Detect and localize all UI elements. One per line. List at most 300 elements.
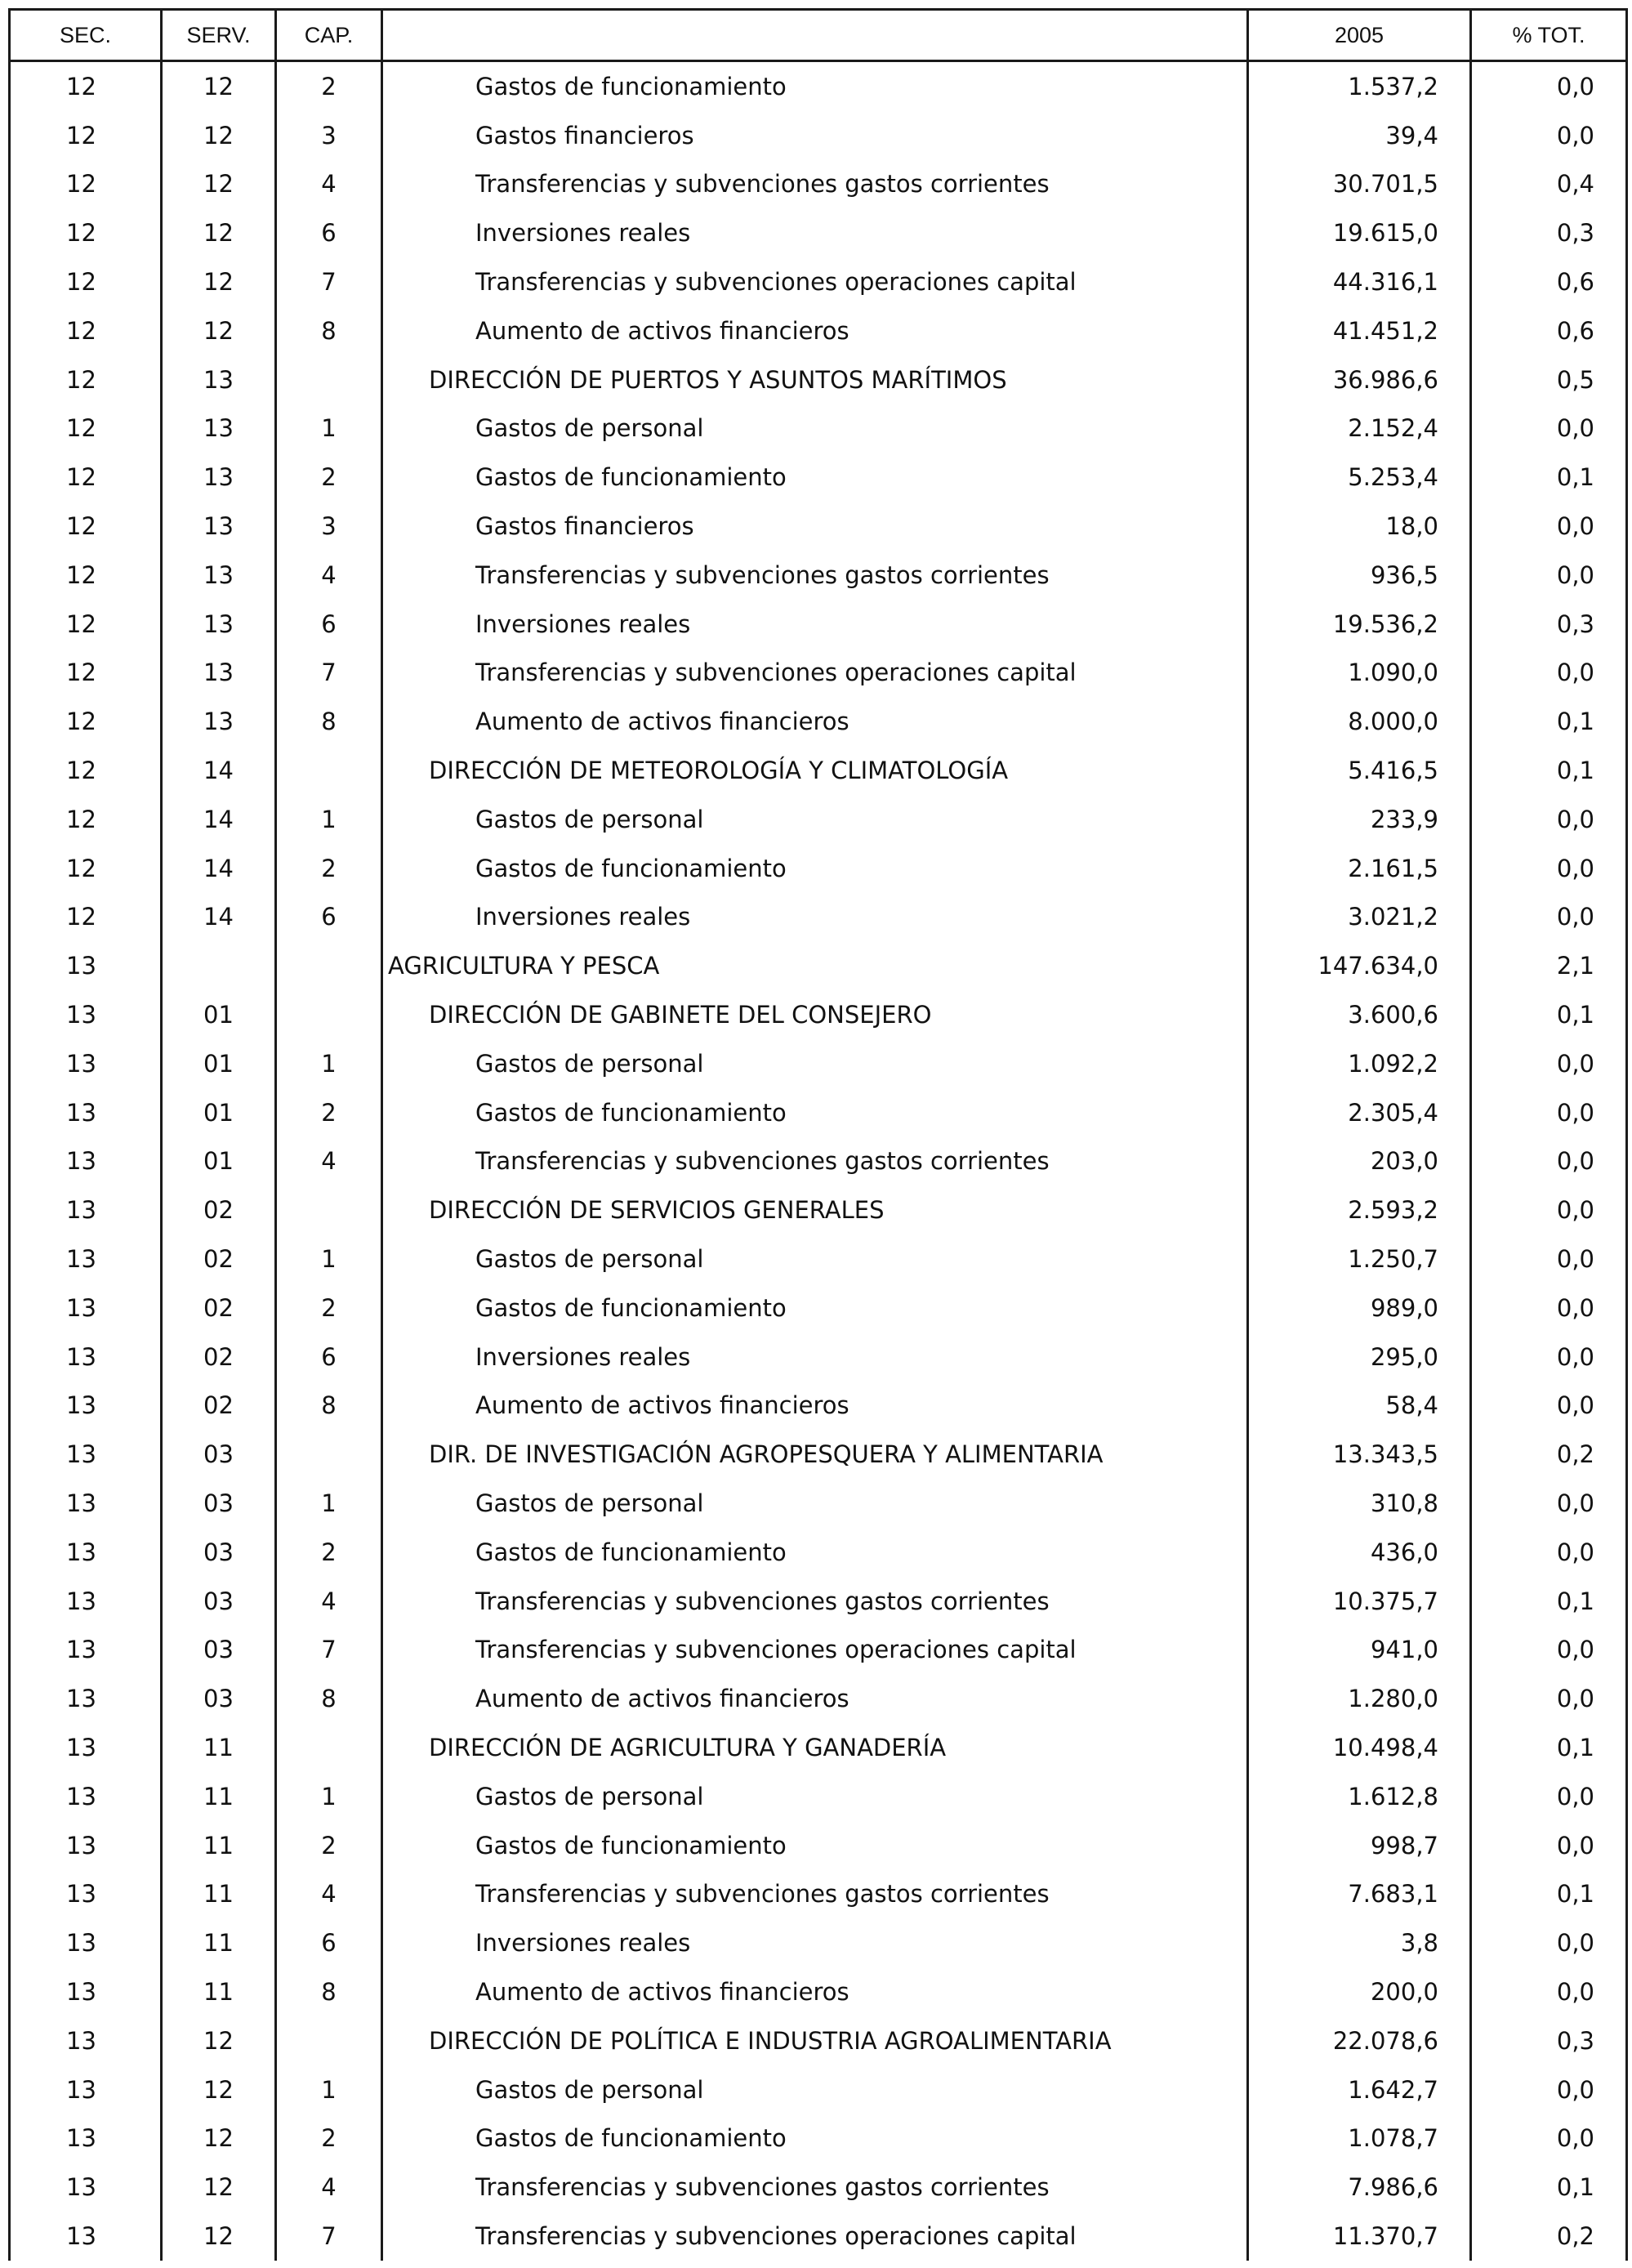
cell-description: Aumento de activos financieros	[382, 697, 1248, 746]
cell-amount-2005: 2.593,2	[1248, 1185, 1471, 1234]
cell-sec: 13	[10, 1234, 162, 1284]
cell-sec: 12	[10, 746, 162, 795]
cell-description: Inversiones reales	[382, 600, 1248, 649]
table-row	[10, 941, 1627, 990]
cell-sec: 12	[10, 649, 162, 698]
cell-amount-2005: 2.152,4	[1248, 404, 1471, 453]
table-row	[10, 61, 1627, 111]
cell-sec: 13	[10, 1333, 162, 1382]
cell-cap	[276, 1723, 382, 1772]
cell-sec: 13	[10, 1479, 162, 1528]
table-body	[10, 61, 1627, 2261]
cell-amount-2005: 1.250,7	[1248, 1234, 1471, 1284]
cell-sec: 13	[10, 1772, 162, 1821]
cell-sec: 13	[10, 1869, 162, 1918]
cell-description: Gastos de personal	[382, 1234, 1248, 1284]
cell-serv: 02	[162, 1185, 276, 1234]
cell-serv: 12	[162, 306, 276, 355]
cell-cap: 1	[276, 1234, 382, 1284]
cell-percent-total: 0,0	[1471, 1039, 1627, 1088]
cell-cap: 4	[276, 1869, 382, 1918]
header-description	[382, 10, 1248, 61]
cell-amount-2005: 1.078,7	[1248, 2114, 1471, 2163]
header-year: 2005	[1248, 10, 1471, 61]
cell-serv: 14	[162, 795, 276, 844]
cell-amount-2005: 1.642,7	[1248, 2065, 1471, 2114]
cell-serv: 13	[162, 697, 276, 746]
cell-amount-2005: 10.498,4	[1248, 1723, 1471, 1772]
cell-percent-total: 0,0	[1471, 404, 1627, 453]
cell-percent-total: 0,0	[1471, 1626, 1627, 1675]
cell-percent-total: 0,1	[1471, 1869, 1627, 1918]
cell-amount-2005: 3.600,6	[1248, 990, 1471, 1039]
header-serv: SERV.	[162, 10, 276, 61]
cell-amount-2005: 3,8	[1248, 1918, 1471, 1967]
table-row	[10, 600, 1627, 649]
cell-cap: 4	[276, 1137, 382, 1186]
cell-amount-2005: 936,5	[1248, 551, 1471, 600]
cell-description: Gastos de funcionamiento	[382, 1284, 1248, 1333]
cell-amount-2005: 58,4	[1248, 1382, 1471, 1431]
cell-cap: 6	[276, 893, 382, 942]
cell-description: Transferencias y subvenciones gastos corrientes	[382, 160, 1248, 209]
table-row	[10, 257, 1627, 306]
cell-description: Gastos de personal	[382, 795, 1248, 844]
cell-serv: 03	[162, 1577, 276, 1626]
cell-amount-2005: 5.416,5	[1248, 746, 1471, 795]
cell-percent-total: 0,1	[1471, 746, 1627, 795]
cell-amount-2005: 436,0	[1248, 1528, 1471, 1577]
cell-serv: 12	[162, 2212, 276, 2261]
cell-description: Transferencias y subvenciones gastos corrientes	[382, 1869, 1248, 1918]
cell-cap: 1	[276, 795, 382, 844]
cell-description: Gastos de funcionamiento	[382, 1088, 1248, 1137]
cell-cap	[276, 941, 382, 990]
cell-percent-total: 0,0	[1471, 1528, 1627, 1577]
header-row	[10, 10, 1627, 61]
cell-serv	[162, 941, 276, 990]
cell-sec: 12	[10, 844, 162, 893]
cell-serv: 11	[162, 1772, 276, 1821]
cell-cap: 2	[276, 61, 382, 111]
cell-cap: 3	[276, 111, 382, 160]
cell-sec: 13	[10, 1185, 162, 1234]
cell-serv: 02	[162, 1234, 276, 1284]
cell-sec: 13	[10, 1088, 162, 1137]
cell-sec: 12	[10, 893, 162, 942]
cell-cap: 6	[276, 208, 382, 257]
cell-description: Gastos de personal	[382, 1039, 1248, 1088]
table-row	[10, 1626, 1627, 1675]
cell-amount-2005: 7.683,1	[1248, 1869, 1471, 1918]
cell-cap: 8	[276, 697, 382, 746]
table-header	[10, 10, 1627, 61]
table-row	[10, 1039, 1627, 1088]
table-row	[10, 1918, 1627, 1967]
cell-percent-total: 0,0	[1471, 649, 1627, 698]
cell-cap	[276, 2016, 382, 2065]
cell-description: Aumento de activos financieros	[382, 1382, 1248, 1431]
table-row	[10, 1723, 1627, 1772]
table-row	[10, 1234, 1627, 1284]
table-row	[10, 1869, 1627, 1918]
cell-amount-2005: 8.000,0	[1248, 697, 1471, 746]
cell-amount-2005: 1.612,8	[1248, 1772, 1471, 1821]
table-row	[10, 1674, 1627, 1723]
cell-serv: 12	[162, 2016, 276, 2065]
table-row	[10, 1284, 1627, 1333]
cell-amount-2005: 19.536,2	[1248, 600, 1471, 649]
table-row	[10, 355, 1627, 404]
cell-amount-2005: 30.701,5	[1248, 160, 1471, 209]
cell-cap: 8	[276, 1674, 382, 1723]
cell-percent-total: 0,0	[1471, 502, 1627, 551]
cell-cap: 6	[276, 600, 382, 649]
header-cap: CAP.	[276, 10, 382, 61]
cell-percent-total: 0,0	[1471, 2114, 1627, 2163]
table-row	[10, 990, 1627, 1039]
table-row	[10, 453, 1627, 502]
cell-serv: 01	[162, 1088, 276, 1137]
cell-amount-2005: 147.634,0	[1248, 941, 1471, 990]
table-row	[10, 2163, 1627, 2212]
cell-description: Gastos de funcionamiento	[382, 1528, 1248, 1577]
cell-amount-2005: 36.986,6	[1248, 355, 1471, 404]
cell-percent-total: 0,0	[1471, 844, 1627, 893]
cell-description: Gastos de funcionamiento	[382, 61, 1248, 111]
cell-description: Gastos de personal	[382, 1772, 1248, 1821]
table-row	[10, 1577, 1627, 1626]
cell-amount-2005: 13.343,5	[1248, 1430, 1471, 1479]
table-row	[10, 1430, 1627, 1479]
cell-sec: 13	[10, 1626, 162, 1675]
cell-sec: 13	[10, 1430, 162, 1479]
cell-cap: 1	[276, 2065, 382, 2114]
table-row	[10, 111, 1627, 160]
cell-description: Inversiones reales	[382, 893, 1248, 942]
cell-percent-total: 0,0	[1471, 1234, 1627, 1284]
cell-serv: 13	[162, 502, 276, 551]
cell-serv: 11	[162, 1723, 276, 1772]
cell-serv: 13	[162, 404, 276, 453]
table-row	[10, 551, 1627, 600]
cell-sec: 13	[10, 990, 162, 1039]
cell-amount-2005: 233,9	[1248, 795, 1471, 844]
table-row	[10, 160, 1627, 209]
cell-amount-2005: 989,0	[1248, 1284, 1471, 1333]
cell-percent-total: 0,0	[1471, 1772, 1627, 1821]
cell-description: Transferencias y subvenciones operaciones capital	[382, 1626, 1248, 1675]
cell-percent-total: 0,4	[1471, 160, 1627, 209]
cell-percent-total: 0,0	[1471, 795, 1627, 844]
cell-cap: 4	[276, 1577, 382, 1626]
cell-sec: 12	[10, 208, 162, 257]
cell-sec: 13	[10, 2065, 162, 2114]
cell-serv: 02	[162, 1382, 276, 1431]
cell-percent-total: 0,0	[1471, 1382, 1627, 1431]
cell-sec: 13	[10, 1137, 162, 1186]
cell-sec: 12	[10, 600, 162, 649]
cell-percent-total: 0,5	[1471, 355, 1627, 404]
cell-amount-2005: 1.280,0	[1248, 1674, 1471, 1723]
cell-amount-2005: 2.305,4	[1248, 1088, 1471, 1137]
table-row	[10, 649, 1627, 698]
cell-sec: 12	[10, 160, 162, 209]
cell-percent-total: 0,0	[1471, 1333, 1627, 1382]
cell-percent-total: 0,0	[1471, 1185, 1627, 1234]
cell-serv: 01	[162, 1039, 276, 1088]
cell-description: Transferencias y subvenciones operaciones capital	[382, 649, 1248, 698]
cell-amount-2005: 1.092,2	[1248, 1039, 1471, 1088]
cell-cap: 8	[276, 1967, 382, 2016]
cell-sec: 13	[10, 1918, 162, 1967]
table-row	[10, 1528, 1627, 1577]
cell-description: Transferencias y subvenciones gastos corrientes	[382, 2163, 1248, 2212]
table-row	[10, 844, 1627, 893]
cell-description: Transferencias y subvenciones gastos corrientes	[382, 551, 1248, 600]
cell-serv: 12	[162, 2065, 276, 2114]
cell-cap: 7	[276, 1626, 382, 1675]
cell-serv: 13	[162, 355, 276, 404]
cell-serv: 12	[162, 61, 276, 111]
cell-description: DIRECCIÓN DE AGRICULTURA Y GANADERÍA	[382, 1723, 1248, 1772]
cell-amount-2005: 10.375,7	[1248, 1577, 1471, 1626]
cell-sec: 13	[10, 1723, 162, 1772]
cell-cap: 1	[276, 1772, 382, 1821]
cell-amount-2005: 44.316,1	[1248, 257, 1471, 306]
cell-description: Gastos de funcionamiento	[382, 844, 1248, 893]
cell-serv: 13	[162, 453, 276, 502]
cell-description: DIRECCIÓN DE POLÍTICA E INDUSTRIA AGROALIMENTARIA	[382, 2016, 1248, 2065]
cell-percent-total: 0,0	[1471, 1284, 1627, 1333]
cell-percent-total: 0,0	[1471, 1674, 1627, 1723]
cell-description: DIRECCIÓN DE SERVICIOS GENERALES	[382, 1185, 1248, 1234]
cell-percent-total: 0,1	[1471, 2163, 1627, 2212]
cell-sec: 12	[10, 257, 162, 306]
cell-cap: 7	[276, 257, 382, 306]
cell-description: Gastos de funcionamiento	[382, 2114, 1248, 2163]
cell-amount-2005: 22.078,6	[1248, 2016, 1471, 2065]
table-row	[10, 2212, 1627, 2261]
cell-serv: 12	[162, 257, 276, 306]
cell-serv: 12	[162, 111, 276, 160]
budget-table	[8, 8, 1628, 2261]
cell-sec: 12	[10, 111, 162, 160]
cell-description: DIRECCIÓN DE PUERTOS Y ASUNTOS MARÍTIMOS	[382, 355, 1248, 404]
cell-percent-total: 0,6	[1471, 257, 1627, 306]
table-row	[10, 697, 1627, 746]
cell-percent-total: 0,0	[1471, 893, 1627, 942]
cell-description: Gastos de funcionamiento	[382, 1821, 1248, 1870]
cell-percent-total: 0,0	[1471, 61, 1627, 111]
table-row	[10, 1088, 1627, 1137]
cell-serv: 03	[162, 1626, 276, 1675]
cell-sec: 13	[10, 1382, 162, 1431]
cell-description: Gastos financieros	[382, 502, 1248, 551]
cell-amount-2005: 11.370,7	[1248, 2212, 1471, 2261]
cell-serv: 14	[162, 746, 276, 795]
table-row	[10, 306, 1627, 355]
cell-percent-total: 0,2	[1471, 1430, 1627, 1479]
cell-percent-total: 0,1	[1471, 1723, 1627, 1772]
cell-serv: 12	[162, 2114, 276, 2163]
cell-sec: 13	[10, 1967, 162, 2016]
cell-serv: 03	[162, 1674, 276, 1723]
cell-percent-total: 0,3	[1471, 600, 1627, 649]
cell-sec: 13	[10, 2163, 162, 2212]
cell-amount-2005: 1.090,0	[1248, 649, 1471, 698]
cell-serv: 03	[162, 1430, 276, 1479]
cell-sec: 12	[10, 551, 162, 600]
cell-percent-total: 0,3	[1471, 208, 1627, 257]
cell-cap: 2	[276, 2114, 382, 2163]
cell-sec: 12	[10, 697, 162, 746]
table-row	[10, 1137, 1627, 1186]
cell-description: DIRECCIÓN DE METEOROLOGÍA Y CLIMATOLOGÍA	[382, 746, 1248, 795]
cell-cap: 7	[276, 2212, 382, 2261]
cell-serv: 12	[162, 2163, 276, 2212]
cell-cap: 1	[276, 1039, 382, 1088]
cell-cap: 4	[276, 2163, 382, 2212]
cell-amount-2005: 941,0	[1248, 1626, 1471, 1675]
table-row	[10, 795, 1627, 844]
cell-serv: 02	[162, 1284, 276, 1333]
cell-percent-total: 0,1	[1471, 1577, 1627, 1626]
cell-sec: 13	[10, 1039, 162, 1088]
cell-serv: 14	[162, 844, 276, 893]
cell-serv: 11	[162, 1918, 276, 1967]
cell-amount-2005: 41.451,2	[1248, 306, 1471, 355]
cell-percent-total: 0,0	[1471, 551, 1627, 600]
cell-cap: 1	[276, 1479, 382, 1528]
cell-description: Aumento de activos financieros	[382, 1967, 1248, 2016]
cell-cap: 7	[276, 649, 382, 698]
cell-cap	[276, 1430, 382, 1479]
cell-sec: 12	[10, 355, 162, 404]
cell-description: Gastos de personal	[382, 1479, 1248, 1528]
cell-amount-2005: 5.253,4	[1248, 453, 1471, 502]
cell-sec: 13	[10, 2114, 162, 2163]
cell-percent-total: 0,0	[1471, 1137, 1627, 1186]
table-row	[10, 1821, 1627, 1870]
table-row	[10, 2114, 1627, 2163]
cell-serv: 13	[162, 649, 276, 698]
cell-sec: 12	[10, 502, 162, 551]
table-row	[10, 1772, 1627, 1821]
table-row	[10, 404, 1627, 453]
table-row	[10, 893, 1627, 942]
cell-serv: 11	[162, 1821, 276, 1870]
cell-cap: 3	[276, 502, 382, 551]
cell-sec: 13	[10, 1674, 162, 1723]
cell-cap: 2	[276, 453, 382, 502]
cell-amount-2005: 998,7	[1248, 1821, 1471, 1870]
cell-serv: 14	[162, 893, 276, 942]
cell-serv: 01	[162, 990, 276, 1039]
cell-cap	[276, 746, 382, 795]
table-row	[10, 208, 1627, 257]
cell-sec: 13	[10, 1577, 162, 1626]
cell-percent-total: 0,1	[1471, 453, 1627, 502]
cell-serv: 01	[162, 1137, 276, 1186]
cell-sec: 13	[10, 2212, 162, 2261]
cell-percent-total: 0,0	[1471, 1821, 1627, 1870]
cell-sec: 12	[10, 306, 162, 355]
cell-percent-total: 0,1	[1471, 990, 1627, 1039]
table-row	[10, 1967, 1627, 2016]
cell-description: Inversiones reales	[382, 1333, 1248, 1382]
cell-serv: 02	[162, 1333, 276, 1382]
cell-amount-2005: 39,4	[1248, 111, 1471, 160]
cell-sec: 13	[10, 1284, 162, 1333]
cell-description: Gastos de funcionamiento	[382, 453, 1248, 502]
cell-description: Aumento de activos financieros	[382, 306, 1248, 355]
cell-description: Transferencias y subvenciones operaciones capital	[382, 257, 1248, 306]
cell-serv: 12	[162, 160, 276, 209]
cell-cap: 2	[276, 844, 382, 893]
cell-percent-total: 0,0	[1471, 2065, 1627, 2114]
table-row	[10, 1333, 1627, 1382]
cell-amount-2005: 200,0	[1248, 1967, 1471, 2016]
cell-cap: 4	[276, 551, 382, 600]
table-row	[10, 1185, 1627, 1234]
table-row	[10, 2065, 1627, 2114]
cell-amount-2005: 3.021,2	[1248, 893, 1471, 942]
cell-amount-2005: 203,0	[1248, 1137, 1471, 1186]
cell-amount-2005: 2.161,5	[1248, 844, 1471, 893]
cell-description: Inversiones reales	[382, 1918, 1248, 1967]
cell-cap	[276, 990, 382, 1039]
cell-cap: 4	[276, 160, 382, 209]
cell-cap: 8	[276, 306, 382, 355]
cell-description: Gastos financieros	[382, 111, 1248, 160]
cell-percent-total: 0,0	[1471, 1479, 1627, 1528]
table-row	[10, 1382, 1627, 1431]
cell-percent-total: 0,0	[1471, 1967, 1627, 2016]
table-row	[10, 1479, 1627, 1528]
cell-percent-total: 0,2	[1471, 2212, 1627, 2261]
cell-description: Transferencias y subvenciones gastos corrientes	[382, 1577, 1248, 1626]
cell-serv: 13	[162, 600, 276, 649]
cell-cap: 2	[276, 1284, 382, 1333]
cell-percent-total: 0,0	[1471, 111, 1627, 160]
cell-sec: 13	[10, 1528, 162, 1577]
cell-percent-total: 0,1	[1471, 697, 1627, 746]
cell-amount-2005: 295,0	[1248, 1333, 1471, 1382]
cell-cap: 2	[276, 1088, 382, 1137]
cell-serv: 13	[162, 551, 276, 600]
cell-serv: 11	[162, 1967, 276, 2016]
cell-sec: 12	[10, 61, 162, 111]
table-row	[10, 746, 1627, 795]
cell-cap	[276, 355, 382, 404]
cell-cap: 2	[276, 1821, 382, 1870]
cell-description: Gastos de personal	[382, 2065, 1248, 2114]
cell-sec: 13	[10, 2016, 162, 2065]
cell-description: DIRECCIÓN DE GABINETE DEL CONSEJERO	[382, 990, 1248, 1039]
cell-serv: 12	[162, 208, 276, 257]
cell-description: Inversiones reales	[382, 208, 1248, 257]
cell-cap: 6	[276, 1333, 382, 1382]
cell-serv: 03	[162, 1528, 276, 1577]
cell-sec: 12	[10, 404, 162, 453]
cell-sec: 12	[10, 453, 162, 502]
cell-percent-total: 0,6	[1471, 306, 1627, 355]
cell-description: AGRICULTURA Y PESCA	[382, 941, 1248, 990]
cell-description: Transferencias y subvenciones operaciones capital	[382, 2212, 1248, 2261]
cell-percent-total: 0,0	[1471, 1918, 1627, 1967]
cell-description: Gastos de personal	[382, 404, 1248, 453]
